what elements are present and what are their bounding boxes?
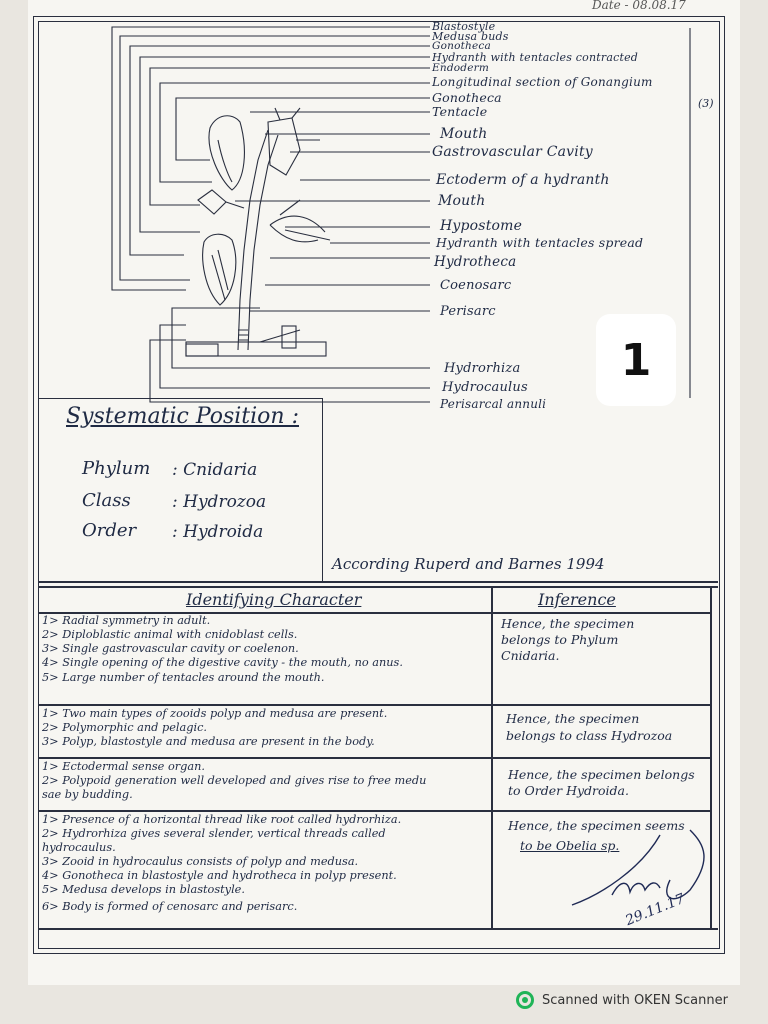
label-gastrovascular-cavity: Gastrovascular Cavity [432, 144, 593, 160]
order-rank: Order [82, 520, 137, 541]
scanner-text: Scanned with OKEN Scanner [542, 992, 728, 1008]
char-line: 5> Medusa develops in blastostyle. [42, 883, 245, 896]
inference-line: Hence, the specimen [501, 616, 635, 631]
label-longitudinal-section: Longitudinal section of Gonangium [432, 75, 653, 89]
table-row1-rule [38, 704, 710, 706]
label-hydrotheca: Hydrotheca [434, 254, 517, 270]
class-value: : Hydrozoa [172, 492, 267, 512]
page-badge: 1 [596, 314, 676, 406]
label-hypostome: Hypostome [440, 218, 523, 234]
label-blastostyle: Blastostyle [432, 20, 496, 33]
char-line: 4> Single opening of the digestive cavity - the mouth, no anus. [42, 656, 403, 669]
label-hydrocaulus: Hydrocaulus [442, 380, 528, 395]
citation: According Ruperd and Barnes 1994 [332, 555, 605, 573]
char-line: 1> Two main types of zooids polyp and medusa are present. [42, 707, 388, 720]
char-line: hydrocaulus. [42, 841, 116, 854]
label-hydranth-contracted: Hydranth with tentacles contracted [432, 51, 639, 64]
char-line: 2> Polypoid generation well developed and gives rise to free medu [42, 774, 427, 787]
label-mouth-2: Mouth [438, 193, 486, 209]
label-hydranth-spread: Hydranth with tentacles spread [436, 235, 644, 250]
label-mouth: Mouth [440, 126, 488, 142]
inference-line: Cnidaria. [501, 648, 560, 663]
char-line: 3> Polyp, blastostyle and medusa are present in the body. [42, 735, 375, 748]
label-tentacle: Tentacle [432, 104, 488, 119]
label-gonotheca-2: Gonotheca [432, 90, 502, 105]
inference-line: to be Obelia sp. [520, 838, 620, 853]
char-line: 5> Large number of tentacles around the mouth. [42, 671, 325, 684]
char-line: 4> Gonotheca in blastostyle and hydrotheca in polyp present. [42, 869, 397, 882]
char-line: sae by budding. [42, 788, 133, 801]
label-ectoderm: Ectoderm of a hydranth [436, 172, 610, 188]
phylum-rank: Phylum [82, 458, 151, 479]
table-top-rule-2 [38, 586, 718, 588]
char-line: 6> Body is formed of cenosarc and perisarc. [42, 900, 298, 913]
table-row3-rule [38, 810, 710, 812]
table-column-rule [491, 586, 493, 928]
inference-line: Hence, the specimen seems [508, 818, 685, 833]
inference-line: belongs to class Hydrozoa [506, 728, 673, 743]
char-line: 2> Diploblastic animal with cnidoblast cells. [42, 628, 298, 641]
label-hydrorhiza: Hydrorhiza [444, 361, 521, 376]
inference-line: belongs to Phylum [501, 632, 619, 647]
systematic-position-title: Systematic Position : [66, 404, 299, 429]
char-line: 3> Single gastrovascular cavity or coelenon. [42, 642, 299, 655]
label-gonotheca: Gonotheca [432, 40, 491, 52]
signature-date: 29.11.17 [623, 890, 688, 930]
table-top-rule [38, 581, 718, 583]
header-inference: Inference [538, 590, 616, 609]
header-identifying-character: Identifying Character [186, 590, 362, 609]
char-line: 1> Ectodermal sense organ. [42, 760, 205, 773]
class-rank: Class [82, 490, 131, 511]
date-text: Date - 08.08.17 [592, 0, 686, 12]
oken-scanner-icon [516, 991, 534, 1009]
label-medusa-buds: Medusa buds [432, 30, 509, 43]
inference-line: Hence, the specimen [506, 711, 640, 726]
label-perisarcal-annuli: Perisarcal annuli [440, 397, 547, 411]
signature [560, 830, 730, 930]
label-perisarc: Perisarc [440, 304, 496, 319]
label-endoderm: Endoderm [432, 62, 489, 74]
inference-line: to Order Hydroida. [508, 783, 629, 798]
char-line: 2> Hydrorhiza gives several slender, vertical threads called [42, 827, 386, 840]
scanner-watermark [516, 991, 728, 1009]
page-number: (3) [698, 97, 714, 110]
char-line: 3> Zooid in hydrocaulus consists of polyp and medusa. [42, 855, 359, 868]
phylum-value: : Cnidaria [172, 460, 258, 480]
char-line: 2> Polymorphic and pelagic. [42, 721, 207, 734]
order-value: : Hydroida [172, 522, 264, 542]
inference-line: Hence, the specimen belongs [508, 767, 695, 782]
label-coenosarc: Coenosarc [440, 278, 512, 293]
char-line: 1> Presence of a horizontal thread like root called hydrorhiza. [42, 813, 402, 826]
table-row2-rule [38, 757, 710, 759]
char-line: 1> Radial symmetry in adult. [42, 614, 211, 627]
